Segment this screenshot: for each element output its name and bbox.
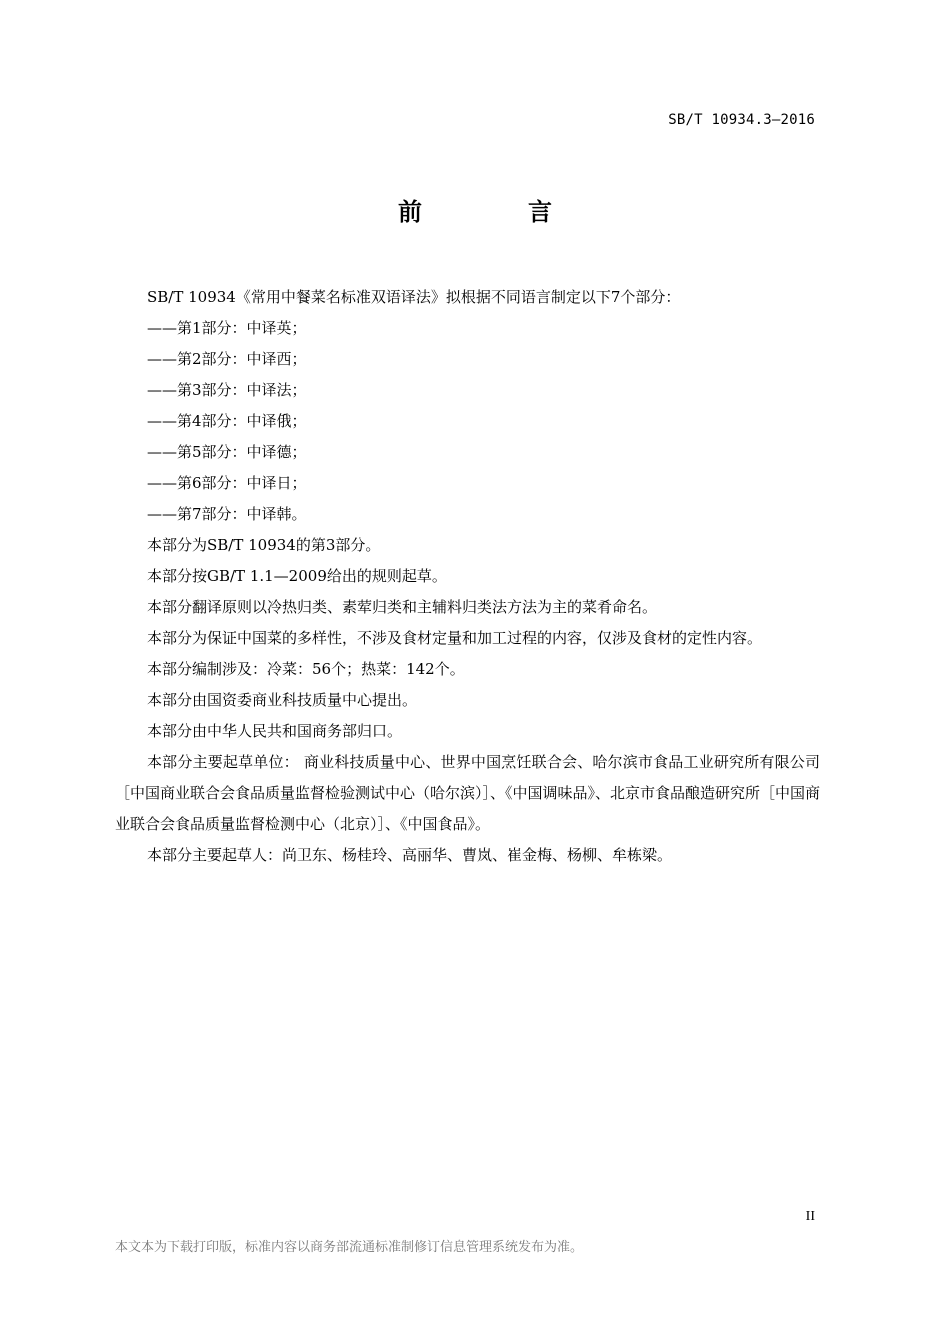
drafting-units: 本部分主要起草单位： 商业科技质量中心、世界中国烹饪联合会、哈尔滨市食品工业研究所有限公司［中国商业联合会食品质量监督检验测试中心（哈尔滨）］、《中国调味品》、北京市食品酿造研究所［中国商业联合会食品质量监督检测中心（北京）］、《中国食品》。 (115, 753, 821, 833)
footer-note: 本文本为下载打印版，标准内容以商务部流通标准制修订信息管理系统发布为准。 (115, 1240, 584, 1255)
page-title: 前言 (398, 198, 658, 226)
dish-count-statement: 本部分编制涉及：冷菜：56个；热菜：142个。 (147, 660, 465, 678)
foreword-body (115, 282, 820, 871)
drafters: 本部分主要起草人：尚卫东、杨桂玲、高丽华、曹岚、崔金梅、杨柳、牟栋梁。 (147, 846, 673, 864)
drafting-rules-statement: 本部分按GB/T 1.1—2009给出的规则起草。 (147, 567, 447, 585)
part-list-item: ——第4部分：中译俄； (147, 412, 307, 430)
part-list-item: ——第5部分：中译德； (147, 443, 307, 461)
intro-paragraph: SB/T 10934《常用中餐菜名标准双语译法》拟根据不同语言制定以下7个部分： (147, 288, 681, 306)
translation-principle: 本部分翻译原则以冷热归类、素荤归类和主辅料归类法方法为主的菜肴命名。 (147, 598, 658, 616)
part-list-item: ——第3部分：中译法； (147, 381, 307, 399)
standard-code: SB/T 10934.3—2016 (668, 112, 815, 128)
scope-statement: 本部分为保证中国菜的多样性，不涉及食材定量和加工过程的内容，仅涉及食材的定性内容。 (147, 629, 763, 647)
part-statement: 本部分为SB/T 10934的第3部分。 (147, 536, 381, 554)
part-list-item: ——第1部分：中译英； (147, 319, 307, 337)
proposer-statement: 本部分由国资委商业科技质量中心提出。 (147, 691, 418, 709)
part-list-item: ——第7部分：中译韩。 (147, 505, 307, 523)
part-list-item: ——第2部分：中译西； (147, 350, 307, 368)
page-number: II (805, 1209, 815, 1224)
centralized-by-statement: 本部分由中华人民共和国商务部归口。 (147, 722, 403, 740)
part-list-item: ——第6部分：中译日； (147, 474, 307, 492)
